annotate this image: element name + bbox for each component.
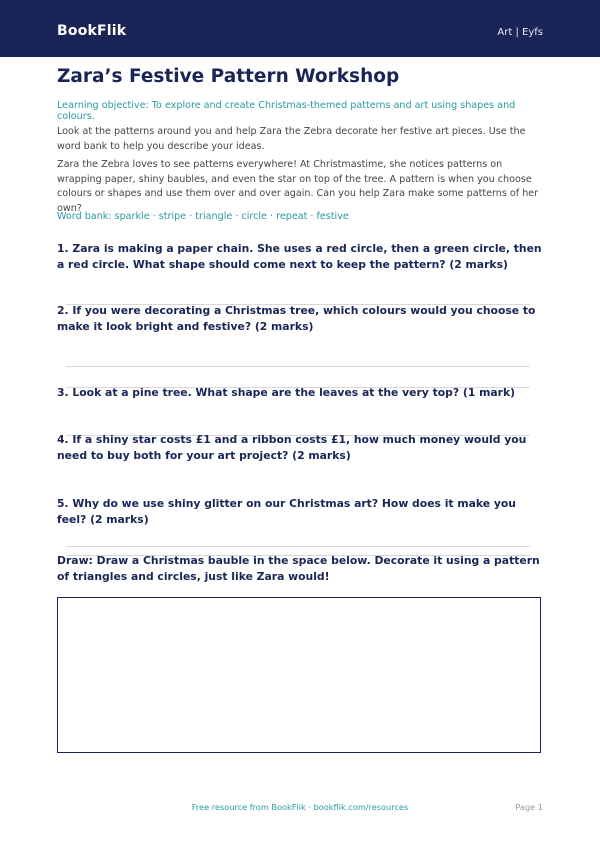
answer-line [66,546,530,547]
question-5: 5. Why do we use shiny glitter on our Christmas art? How does it make you feel? (2 marks) [57,497,516,526]
question-4: 4. If a shiny star costs £1 and a ribbon costs £1, how much money would you need to buy both for your art project? (2 marks) [57,433,527,462]
page-title: Zara’s Festive Pattern Workshop [57,66,400,87]
question-3: 3. Look at a pine tree. What shape are the leaves at the very top? (1 mark) [57,386,516,399]
drawing-area[interactable] [57,597,541,753]
question-1: 1. Zara is making a paper chain. She uses a red circle, then a green circle, then a red circle. What shape should come next to keep the pattern? (2 marks) [57,242,542,271]
drawing-task: Draw: Draw a Christmas bauble in the space below. Decorate it using a pattern of triangles and circles, just like Zara would! [57,554,540,583]
page-number: Page 1 [515,802,543,812]
footer-credit[interactable]: Free resource from BookFlik · bookflik.com/resources [191,802,409,812]
intro-paragraph: Look at the patterns around you and help Zara the Zebra decorate her festive art pieces. Use the word bank to help you describe your ideas. [57,126,526,152]
page-header [0,0,600,57]
brand-logo[interactable]: BookFlik [57,23,127,39]
word-bank: Word bank: sparkle · stripe · triangle · circle · repeat · festive [57,211,349,222]
story-paragraph: Zara the Zebra loves to see patterns everywhere! At Christmastime, she notices patterns on wrapping paper, shiny baubles, and even the star on top of the tree. A pattern is when you choose colours or shapes and use them over and over again. Can you help Zara make some patterns of her own? [57,159,539,214]
answer-line [66,366,530,367]
question-2: 2. If you were decorating a Christmas tree, which colours would you choose to make it look bright and festive? (2 marks) [57,304,536,333]
subject-label: Art | Eyfs [497,27,543,38]
learning-objective: Learning objective: To explore and create Christmas-themed patterns and art using shapes and colours. [57,100,516,122]
